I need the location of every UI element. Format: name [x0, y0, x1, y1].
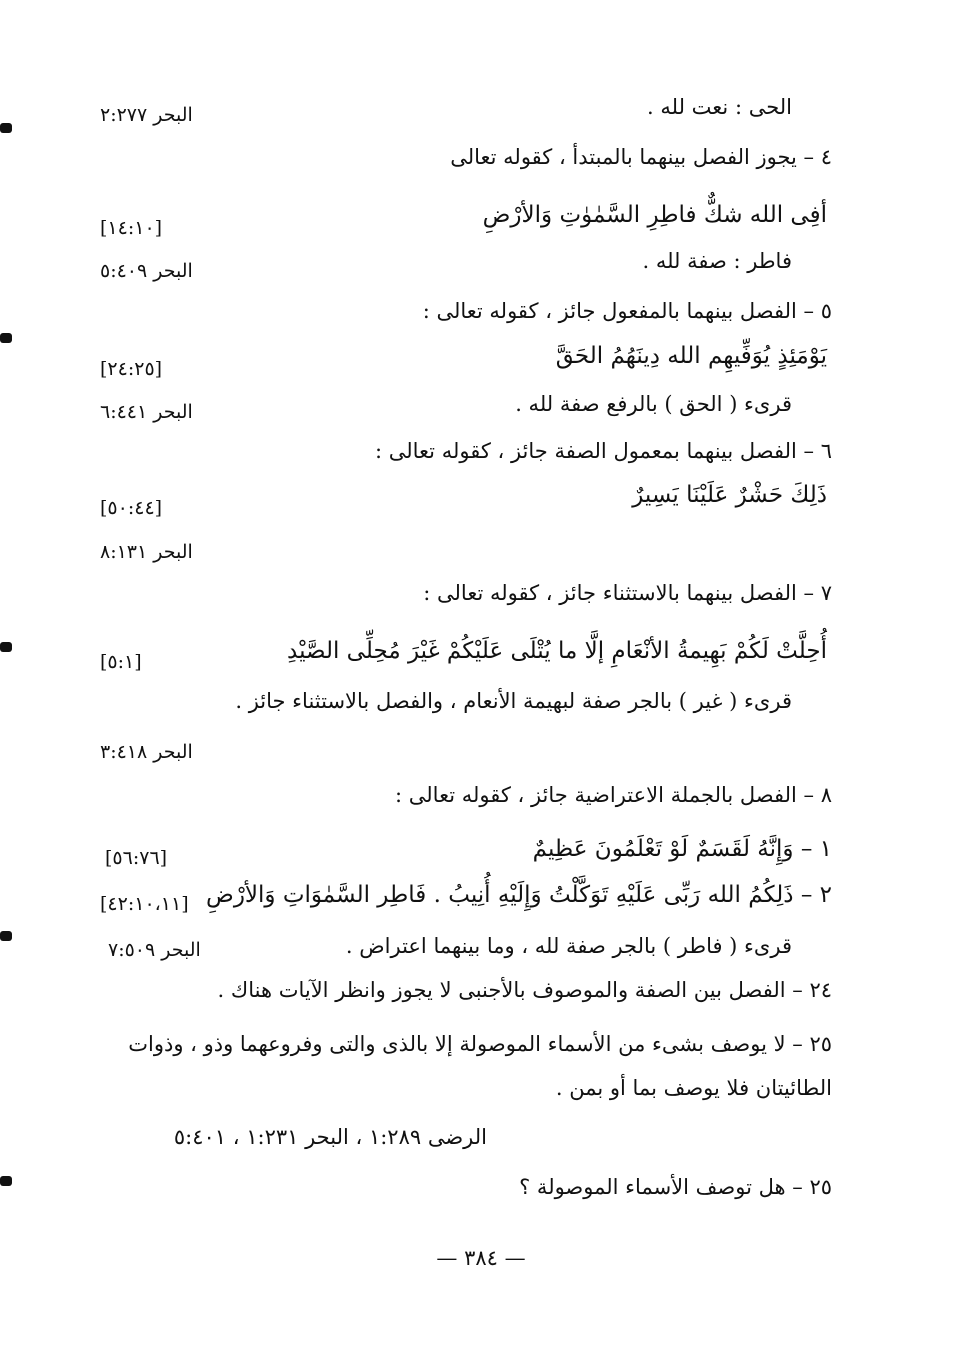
- text-line: فاطر : صفة لله .: [642, 249, 792, 273]
- verse-reference: [٢٤:٢٥]: [100, 358, 163, 380]
- quran-verse: ذَلِكَ حَشْرٌ عَلَيْنَا يَسِيرٌ: [632, 482, 827, 508]
- scan-mark: [0, 1176, 12, 1186]
- verse-reference: [٥:١]: [100, 651, 142, 673]
- text-line: ٢٤ – الفصل بين الصفة والموصوف بالأجنبى لا يجوز وانظر الآيات هناك .: [217, 978, 832, 1002]
- verse-reference: [٤٢:١٠،١١]: [100, 893, 189, 915]
- text-line: ٨ – الفصل بالجملة الاعتراضية جائز ، كقوله تعالى :: [395, 783, 832, 807]
- scan-mark: [0, 931, 12, 941]
- scan-mark: [0, 333, 12, 343]
- text-line: ٥ – الفصل بينهما بالمفعول جائز ، كقوله تعالى :: [422, 299, 832, 323]
- quran-verse: ٢ – ذَلِكُمُ الله رَبِّى عَلَيْهِ تَوَكَّلْتُ وَإِلَيْهِ أُنِيبُ . فَاطِر السَّمٰوَاتِ وَالأرْضِ: [206, 882, 832, 908]
- quran-verse: أفِى الله شكٌّ فاطِرِ السَّمٰوٰتِ وَالأرْضِ: [482, 202, 827, 228]
- reference-note: البحر ٦:٤٤١: [100, 401, 193, 423]
- quran-verse: أُحِلَّتْ لَكُمْ بَهِيمةُ الأنْعَامِ إلَّا ما يُتْلَى عَلَيْكُمْ غَيْرَ مُحِلِّى الصَّيْدِ: [287, 638, 827, 664]
- scan-mark: [0, 123, 12, 133]
- verse-reference: [٥٦:٧٦]: [105, 847, 168, 869]
- scan-mark: [0, 642, 12, 652]
- reference-note: البحر ٧:٥٠٩: [108, 939, 201, 961]
- text-line: ٦ – الفصل بينهما بمعمول الصفة جائز ، كقوله تعالى :: [375, 439, 832, 463]
- reference-note: البحر ٨:١٣١: [100, 541, 193, 563]
- text-paragraph: ٢٥ – لا يوصف بشىء من الأسماء الموصولة إلا بالذى والتى وفروعهما وذو ، وذوات الطائيتان فلا يوصف بما أو بمن .: [128, 1032, 832, 1100]
- reference-note: البحر ٣:٤١٨: [100, 741, 193, 763]
- reference-note: البحر ٥:٤٠٩: [100, 260, 193, 282]
- section-heading: ٢٥ – هل توصف الأسماء الموصولة ؟: [519, 1175, 832, 1199]
- page-number: — ٣٨٤ —: [436, 1246, 526, 1270]
- reference-note: البحر ٢:٢٧٧: [100, 104, 193, 126]
- quran-verse: ١ – وَإِنَّهُ لَقَسَمٌ لَوْ تَعْلَمُونَ عَظِيمٌ: [532, 836, 832, 862]
- text-line: ٤ – يجوز الفصل بينهما بالمبتدأ ، كقوله تعالى: [450, 145, 832, 169]
- reference-note: الرضى ١:٢٨٩ ، البحر ١:٢٣١ ، ٥:٤٠١: [173, 1125, 487, 1149]
- verse-reference: [٥٠:٤٤]: [100, 497, 163, 519]
- text-line: قرىء ( الحق ) بالرفع صفة لله .: [515, 392, 792, 416]
- text-line: الحى : نعت لله .: [647, 95, 792, 119]
- verse-reference: [١٤:١٠]: [100, 217, 163, 239]
- text-line: قرىء ( فاطر ) بالجر صفة لله ، وما بينهما اعتراض .: [345, 934, 792, 958]
- quran-verse: يَوْمَئِذٍ يُوَفِّيهِم الله دِينَهُمُ الحَقَّ: [555, 343, 827, 369]
- text-line: قرىء ( غير ) بالجر صفة لبهيمة الأنعام ، والفصل بالاستثناء جائز .: [235, 689, 792, 713]
- text-line: ٧ – الفصل بينهما بالاستثناء جائز ، كقوله تعالى :: [423, 581, 832, 605]
